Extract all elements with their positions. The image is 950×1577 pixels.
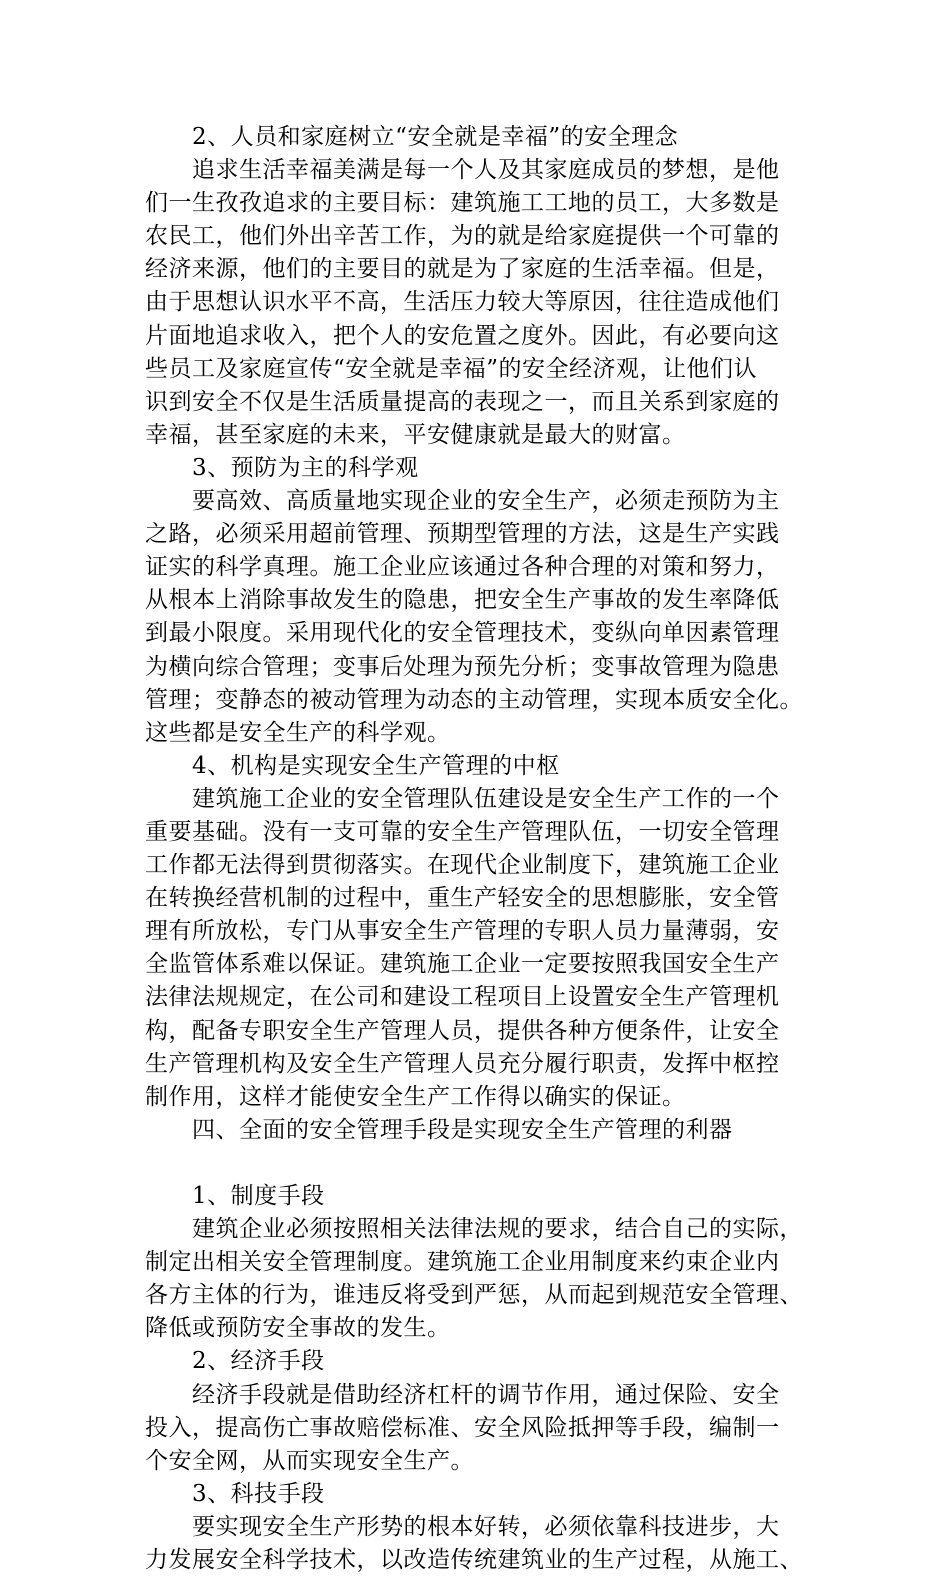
paragraph-line: 们一生孜孜追求的主要目标：建筑施工工地的员工，大多数是 bbox=[145, 190, 780, 217]
paragraph-line: 投入，提高伤亡事故赔偿标准、安全风险抵押等手段，编制一 bbox=[145, 1414, 780, 1441]
paragraph-line: 建筑企业必须按照相关法律法规的要求，结合自己的实际， bbox=[192, 1216, 803, 1243]
paragraph-line: 追求生活幸福美满是每一个人及其家庭成员的梦想，是他 bbox=[192, 157, 780, 184]
paragraph-line: 工作都无法得到贯彻落实。在现代企业制度下，建筑施工企业 bbox=[145, 852, 780, 879]
paragraph-line: 为横向综合管理；变事后处理为预先分析；变事故管理为隐患 bbox=[145, 653, 780, 680]
paragraph-line: 农民工，他们外出辛苦工作，为的就是给家庭提供一个可靠的 bbox=[145, 223, 780, 250]
section-heading: 2、人员和家庭树立“安全就是幸福”的安全理念 bbox=[192, 124, 679, 150]
paragraph-line: 要高效、高质量地实现企业的安全生产，必须走预防为主 bbox=[192, 488, 780, 515]
paragraph-line: 幸福，甚至家庭的未来，平安健康就是最大的财富。 bbox=[145, 421, 686, 448]
paragraph-line: 理有所放松，专门从事安全生产管理的专职人员力量薄弱，安 bbox=[145, 918, 780, 945]
blank-line bbox=[145, 1147, 810, 1180]
paragraph-line: 力发展安全科学技术，以改造传统建筑业的生产过程，从施工、 bbox=[145, 1547, 803, 1574]
paragraph-line: 片面地追求收入，把个人的安危置之度外。因此，有必要向这 bbox=[145, 322, 780, 349]
paragraph bbox=[145, 1511, 810, 1577]
section-heading: 四、全面的安全管理手段是实现安全生产管理的利器 bbox=[192, 1116, 733, 1143]
paragraph-line: 制定出相关安全管理制度。建筑施工企业用制度来约束企业内 bbox=[145, 1249, 780, 1276]
section-heading: 1、制度手段 bbox=[192, 1183, 325, 1209]
paragraph-line: 这些都是安全生产的科学观。 bbox=[145, 719, 451, 746]
section-heading: 4、机构是实现安全生产管理的中枢 bbox=[192, 752, 560, 779]
paragraph-line: 各方主体的行为，谁违反将受到严惩，从而起到规范安全管理、 bbox=[145, 1282, 803, 1309]
paragraph-line: 经济手段就是借助经济杠杆的调节作用，通过保险、安全 bbox=[192, 1381, 780, 1408]
paragraph-line: 识到安全不仅是生活质量提高的表现之一，而且关系到家庭的 bbox=[145, 388, 780, 415]
paragraph bbox=[145, 154, 810, 452]
paragraph bbox=[145, 1213, 810, 1345]
paragraph-line: 证实的科学真理。施工企业应该通过各种合理的对策和努力， bbox=[145, 554, 780, 581]
paragraph-line: 建筑施工企业的安全管理队伍建设是安全生产工作的一个 bbox=[192, 785, 780, 812]
section-heading: 3、预防为主的科学观 bbox=[192, 454, 419, 481]
paragraph-line: 到最小限度。采用现代化的安全管理技术，变纵向单因素管理 bbox=[145, 620, 780, 647]
paragraph-line: 从根本上消除事故发生的隐患，把安全生产事故的发生率降低 bbox=[145, 587, 780, 614]
paragraph-line: 生产管理机构及安全生产管理人员充分履行职责，发挥中枢控 bbox=[145, 1050, 780, 1077]
paragraph bbox=[145, 1379, 810, 1478]
paragraph bbox=[145, 783, 810, 1114]
paragraph-line: 降低或预防安全事故的发生。 bbox=[145, 1315, 451, 1342]
paragraph-line: 全监管体系难以保证。建筑施工企业一定要按照我国安全生产 bbox=[145, 951, 780, 978]
paragraph-line: 之路，必须采用超前管理、预期型管理的方法，这是生产实践 bbox=[145, 521, 780, 548]
paragraph-line: 法律法规规定，在公司和建设工程项目上设置安全生产管理机 bbox=[145, 984, 780, 1011]
document-page bbox=[145, 121, 810, 1577]
section-heading: 3、科技手段 bbox=[192, 1480, 325, 1507]
section-heading: 2、经济手段 bbox=[192, 1348, 325, 1375]
paragraph-line: 重要基础。没有一支可靠的安全生产管理队伍，一切安全管理 bbox=[145, 818, 780, 845]
paragraph-line: 构，配备专职安全生产管理人员，提供各种方便条件，让安全 bbox=[145, 1017, 780, 1044]
paragraph-line: 经济来源，他们的主要目的就是为了家庭的生活幸福。但是， bbox=[145, 256, 780, 283]
paragraph bbox=[145, 485, 810, 750]
paragraph-line: 管理；变静态的被动管理为动态的主动管理，实现本质安全化。 bbox=[145, 686, 803, 713]
paragraph-line: 在转换经营机制的过程中，重生产轻安全的思想膨胀，安全管 bbox=[145, 885, 780, 912]
paragraph-line: 个安全网，从而实现安全生产。 bbox=[145, 1447, 474, 1474]
paragraph-line: 要实现安全生产形势的根本好转，必须依靠科技进步，大 bbox=[192, 1513, 780, 1540]
paragraph-line: 些员工及家庭宣传“安全就是幸福”的安全经济观，让他们认 bbox=[145, 355, 758, 382]
paragraph-line: 制作用，这样才能使安全生产工作得以确实的保证。 bbox=[145, 1083, 686, 1110]
paragraph-line: 由于思想认识水平不高，生活压力较大等原因，往往造成他们 bbox=[145, 289, 780, 316]
